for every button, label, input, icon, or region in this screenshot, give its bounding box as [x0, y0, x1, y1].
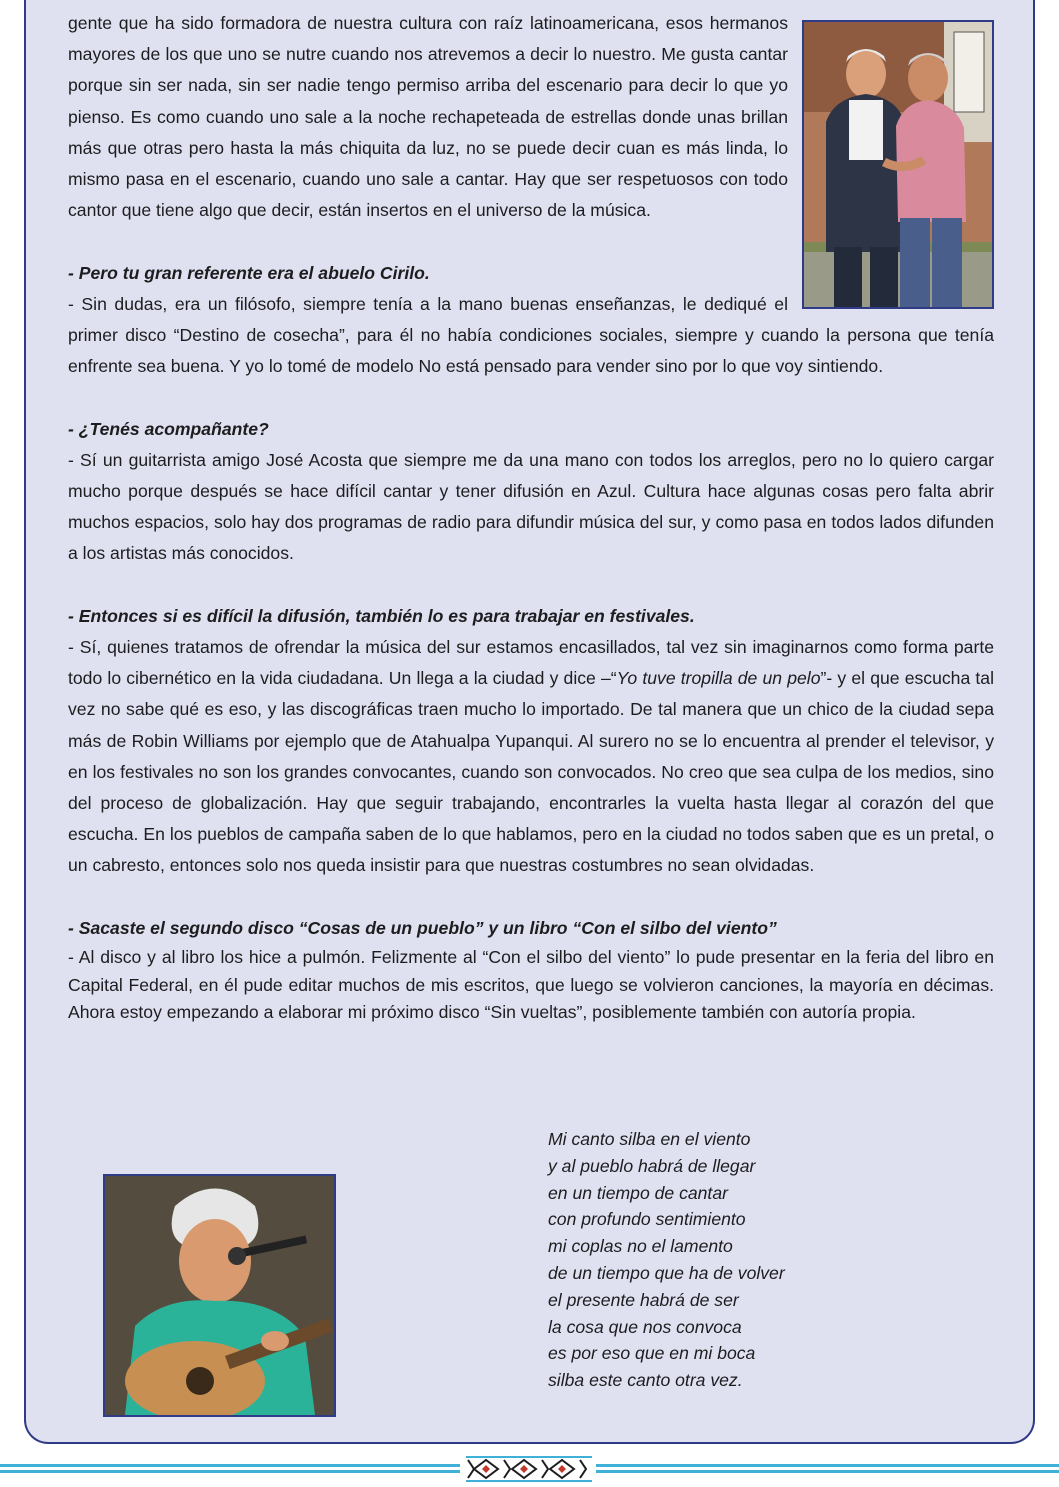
- poem-line: con profundo sentimiento: [548, 1209, 746, 1230]
- question-3: - Entonces si es difícil la difusión, también lo es para trabajar en festivales.: [68, 605, 695, 626]
- poem-line: silba este canto otra vez.: [548, 1370, 743, 1391]
- paragraph-3: - Sí un guitarrista amigo José Acosta que siempre me da una mano con todos los arreglos, pero no lo quiero cargar mucho porque después se hace difícil cantar y tener difusión en Azul. Cultura hace algunas cosas pero falta abrir muchos espacios, solo hay dos programas de radio para difundir música del sur, y como pasa en todos lados difunden a los artistas más conocidos.: [68, 449, 994, 564]
- photo-two-men: [802, 20, 994, 309]
- poem-line: la cosa que nos convoca: [548, 1316, 742, 1337]
- paragraph-5: - Al disco y al libro los hice a pulmón. Felizmente al “Con el silbo del viento” lo pude presentar en la feria del libro en Capital Federal, en él pude editar muchos de mis escritos, que luego se volvieron canciones, la mayoría en décimas. Ahora estoy empezando a elaborar mi próximo disco “Sin vueltas”, posiblemente también con autoría propia.: [68, 947, 994, 1023]
- article-body: [68, 8, 994, 1027]
- paragraph-2: - Sin dudas, era un filósofo, siempre tenía a la mano buenas enseñanzas, le dediqué el primer disco “Destino de cosecha”, para él no había condiciones sociales, siempre y cuando la persona que tenía enfrente sea buena. Y yo lo tomé de modelo No está pensado para vender sino por lo que voy sintiendo.: [68, 293, 994, 377]
- poem-line: mi coplas no el lamento: [548, 1236, 733, 1257]
- poem-line: el presente habrá de ser: [548, 1289, 739, 1310]
- paragraph-4: [68, 632, 994, 882]
- question-1: - Pero tu gran referente era el abuelo Cirilo.: [68, 262, 430, 283]
- paragraph-4-start: - Sí, quienes tratamos de ofrendar la música del sur estamos encasillados, tal vez sin imaginarnos como forma parte todo lo cibernético en la vida ciudadana. Un llega a la ciudad y dice –“: [68, 637, 994, 689]
- question-4: - Sacaste el segundo disco “Cosas de un pueblo” y un libro “Con el silbo del viento”: [68, 917, 777, 938]
- paragraph-1: gente que ha sido formadora de nuestra cultura con raíz latinoamericana, esos hermanos mayores de los que uno se nutre cuando nos atrevemos a decir lo nuestro. Me gusta cantar porque sin ser nada, sin ser nadie tengo permiso arriba del escenario para decir lo que yo pienso. Es como cuando uno sale a la noche rechapeteada de estrellas donde unas brillan más que otras pero hasta la más chiquita da luz, no se puede decir cuan es más linda, lo mismo pasa en el escenario, cuando uno sale a cantar. Hay que ser respetuosos con todo cantor que tiene algo que decir, están insertos en el universo de la música.: [68, 13, 788, 221]
- poem-line: Mi canto silba en el viento: [548, 1129, 751, 1149]
- paragraph-4-quote: Yo tuve tropilla de un pelo: [616, 668, 821, 689]
- poem-line: de un tiempo que ha de volver: [548, 1262, 785, 1283]
- paragraph-4-end: ”- y el que escucha tal vez no sabe qué es eso, y las discográficas traen mucho lo importado. De tal manera que un chico de la ciudad sepa más de Robin Williams por ejemplo que de Atahualpa Yupanqui. Al surero no se lo encuentra al prender el televisor, y en los festivales no son los grandes convocantes, cuando son convocados. No creo que sea culpa de los medios, sino del proceso de globalización. Hay que seguir trabajando, encontrarles la vuelta hasta llegar al corazón del que escucha. En los pueblos de campaña saben de lo que hablamos, pero en la ciudad no todos saben que es un pretal, o un cabresto, entonces solo nos queda insistir para que nuestras costumbres no sean olvidadas.: [68, 668, 994, 876]
- photo-singer-guitar: [103, 1174, 336, 1417]
- poem-line: y al pueblo habrá de llegar: [548, 1155, 756, 1176]
- footer-emblem-icon: [466, 1456, 592, 1487]
- poem: [548, 1126, 785, 1394]
- question-2: - ¿Tenés acompañante?: [68, 418, 269, 439]
- poem-line: en un tiempo de cantar: [548, 1182, 728, 1203]
- poem-line: es por eso que en mi boca: [548, 1343, 756, 1364]
